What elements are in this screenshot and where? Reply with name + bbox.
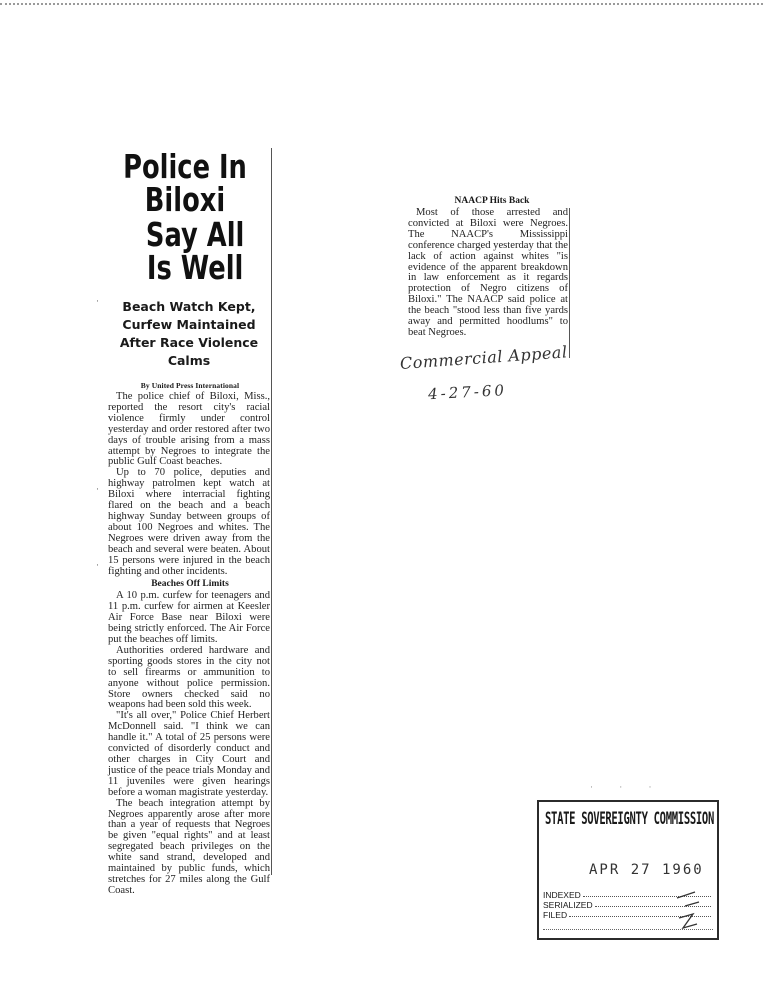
body-paragraph: The police chief of Biloxi, Miss., reported the resort city's racial violence firmly under control yesterday and order restored after two days of trouble arising from a mass attempt by Negroes to integrate the public Gulf Coast beaches. — [108, 391, 270, 468]
body-paragraph: "It's all over," Police Chief Herbert McDonnell said. "I think we can handle it." A total of 25 persons were convicted of disorderly conduct and other charges in City Court and justice of the peace trials Monday and 11 juveniles were given hearings before a woman magistrate yesterday. — [108, 710, 270, 798]
column-rule — [271, 148, 272, 875]
paper-specks: · · · — [590, 782, 664, 792]
headline-line-1: Police In Biloxi — [123, 147, 247, 219]
handwritten-annotation — [399, 342, 590, 404]
handwritten-initials — [673, 888, 703, 934]
handwritten-publication: Commercial Appeal — [399, 342, 569, 373]
headline-line-2: Say All Is Well — [145, 215, 245, 287]
body-paragraph: The beach integration attempt by Negroes apparently arose after more than a year of requests that Negroes be given "equal rights" and at least segregated beach privileges on the white sand strand, developed and maintained by public funds, which stretches for 27 miles along the Gulf Coast. — [108, 797, 270, 896]
margin-speck: · — [96, 560, 99, 570]
article-subhead: NAACP Hits Back — [454, 196, 530, 206]
stamp-field-serialized: SERIALIZED — [543, 900, 715, 910]
body-paragraph: Authorities ordered hardware and sporting goods stores in the city not to sell firearms or ammunition to anyone without police permission. Store owners checked said no weapons had been sold this week. — [108, 644, 270, 711]
body-paragraph: Up to 70 police, deputies and highway patrolmen kept watch at Biloxi where interracial fighting flared on the beach and a beach highway Sunday between groups of about 100 Negroes and whites. The Negroes were driven away from the beach and several were beaten. About 15 persons were injured in the beach fighting and other incidents. — [108, 467, 270, 577]
stamp-field-indexed: INDEXED — [543, 890, 715, 900]
article-headline — [117, 147, 253, 287]
right-article-clipping — [400, 196, 570, 356]
body-paragraph: Most of those arrested and convicted at Biloxi were Negroes. The NAACP's Mississippi conference charged yesterday that the lack of action against whites "is evidence of the apparent breakdown in law enforcement as it regards protection of Negro citizens of Biloxi." The NAACP said police at the beach "stood less than five yards away and permitted hoodlums" to beat Negroes. — [408, 207, 568, 338]
article-deck: Beach Watch Kept, Curfew Maintained After Race Violence Calms — [119, 299, 259, 368]
article-body-continued — [108, 591, 272, 896]
stamp-date: APR 27 1960 — [589, 862, 704, 878]
article-body — [408, 208, 570, 339]
left-article-clipping — [98, 140, 272, 896]
article-byline: By United Press International — [140, 381, 240, 390]
commission-stamp — [537, 800, 719, 940]
stamp-field-filed: FILED — [543, 910, 715, 920]
column-rule — [569, 208, 570, 358]
margin-speck: · — [96, 484, 99, 494]
article-body — [108, 392, 272, 577]
stamp-title: STATE SOVEREIGNTY COMMISSION — [545, 809, 714, 829]
page-top-border — [0, 3, 763, 5]
article-subhead: Beaches Off Limits — [151, 579, 229, 590]
margin-speck: · — [96, 296, 99, 306]
body-paragraph: A 10 p.m. curfew for teenagers and 11 p.m. curfew for airmen at Keesler Air Force Base near Biloxi were being strictly enforced. The Air Force put the beaches off limits. — [108, 590, 270, 646]
handwritten-date: 4-27-60 — [427, 381, 508, 404]
